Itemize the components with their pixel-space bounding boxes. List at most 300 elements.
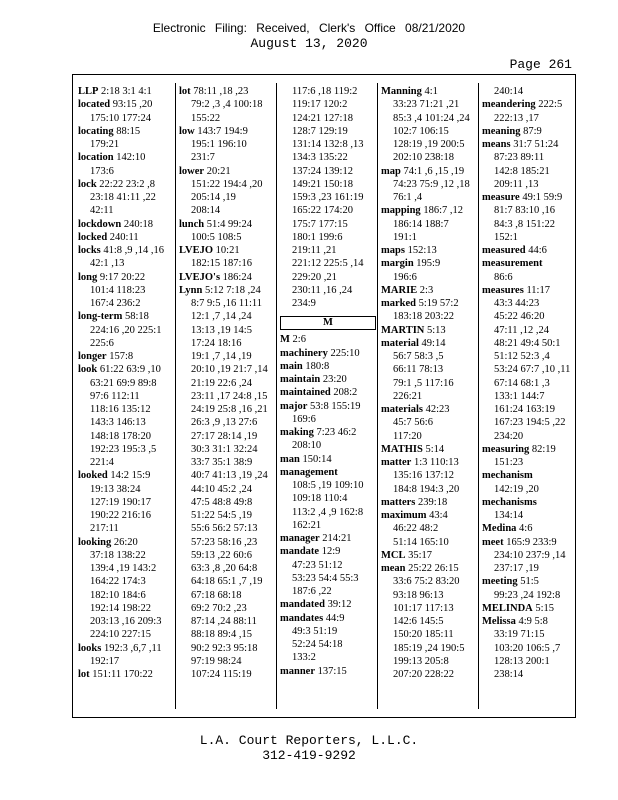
index-refs-continued: 23:11 ,17 24:8 ,15 <box>191 390 268 402</box>
index-refs-continued: 19:1 ,7 ,14 ,19 <box>191 351 252 362</box>
index-refs-continued: 165:22 174:20 <box>292 205 353 217</box>
index-refs-continued: 51:12 52:3 ,4 <box>494 351 550 362</box>
index-refs-continued: 231:7 <box>191 152 215 164</box>
index-line <box>482 257 578 270</box>
index-term: manager <box>280 533 320 544</box>
index-refs-continued: 51:22 54:5 ,19 <box>191 510 252 521</box>
index-refs: 51:5 <box>517 576 539 588</box>
footer-company: L.A. Court Reporters, L.L.C. <box>199 733 419 748</box>
index-line <box>381 151 477 164</box>
index-line <box>381 509 477 522</box>
index-refs-continued: 117:20 <box>393 430 422 442</box>
index-refs: 1:3 110:13 <box>411 457 459 468</box>
index-refs-continued: 117:6 ,18 119:2 <box>292 86 358 97</box>
index-refs: 152:13 <box>404 245 437 256</box>
index-line <box>482 284 578 297</box>
index-line <box>179 403 275 416</box>
index-refs: 10:21 <box>213 245 240 256</box>
index-line <box>280 360 376 373</box>
index-term: management <box>280 466 338 478</box>
index-line <box>179 377 275 390</box>
index-line <box>78 112 174 125</box>
index-refs-continued: 52:24 54:18 <box>292 639 343 650</box>
index-refs-continued: 42:11 <box>90 205 114 217</box>
index-refs-continued: 108:5 ,19 109:10 <box>292 480 364 491</box>
index-line <box>482 589 578 602</box>
index-refs-continued: 185:19 ,24 190:5 <box>393 642 465 654</box>
index-line <box>482 112 578 125</box>
index-refs: 61:22 63:9 ,10 <box>97 364 161 376</box>
index-refs: 214:21 <box>319 533 352 544</box>
index-line <box>280 479 376 492</box>
index-refs: 31:7 51:24 <box>510 139 559 150</box>
index-line <box>381 390 477 403</box>
index-refs-continued: 134:3 135:22 <box>292 152 348 164</box>
index-refs-continued: 192:17 <box>90 655 120 667</box>
index-refs-continued: 97:19 98:24 <box>191 655 242 667</box>
index-refs: 51:4 99:24 <box>204 218 252 230</box>
index-refs: 2:3 <box>417 284 434 296</box>
index-refs: 87:9 <box>520 125 542 137</box>
index-refs-continued: 49:3 51:19 <box>292 625 338 637</box>
index-refs-continued: 97:6 112:11 <box>90 390 140 402</box>
index-line <box>280 638 376 651</box>
index-column-5 <box>482 85 578 681</box>
index-refs-continued: 164:22 174:3 <box>90 576 146 588</box>
index-term: maximum <box>381 510 427 521</box>
index-refs-continued: 42:1 ,13 <box>90 258 125 270</box>
index-term: LVEJO <box>179 245 214 256</box>
index-refs-continued: 219:11 ,21 <box>292 245 337 256</box>
index-term: machinery <box>280 347 328 359</box>
index-line <box>78 483 174 496</box>
index-line <box>482 310 578 323</box>
index-line <box>179 324 275 337</box>
index-line <box>482 138 578 151</box>
index-refs-continued: 224:16 ,20 225:1 <box>90 324 162 336</box>
index-line <box>381 125 477 138</box>
index-line <box>179 204 275 217</box>
index-term: measuring <box>482 443 530 455</box>
index-refs-continued: 56:7 58:3 ,5 <box>393 351 444 362</box>
index-refs-continued: 150:20 185:11 <box>393 629 454 641</box>
index-refs-continued: 48:21 49:4 50:1 <box>494 337 561 349</box>
index-refs-continued: 12:1 ,7 ,14 ,24 <box>191 311 252 323</box>
index-line <box>78 562 174 575</box>
index-line <box>482 602 578 615</box>
index-line <box>482 642 578 655</box>
index-term: lot <box>78 669 90 680</box>
index-refs-continued: 234:20 <box>494 430 524 442</box>
index-refs-continued: 33:23 71:21 ,21 <box>393 99 460 111</box>
index-line <box>482 337 578 350</box>
index-line <box>280 151 376 164</box>
index-line <box>280 138 376 151</box>
index-line <box>482 390 578 403</box>
column-divider <box>276 83 277 709</box>
index-line <box>78 509 174 522</box>
index-refs-continued: 128:7 129:19 <box>292 125 348 137</box>
index-line <box>179 589 275 602</box>
index-term: look <box>78 364 98 376</box>
index-refs-continued: 237:17 ,19 <box>494 563 539 574</box>
index-refs-continued: 46:22 48:2 <box>393 523 439 535</box>
index-refs: 192:3 ,6,7 ,11 <box>101 642 162 654</box>
index-line <box>78 284 174 297</box>
index-line <box>381 324 477 337</box>
index-line <box>381 191 477 204</box>
transcript-date: August 13, 2020 <box>250 36 368 51</box>
index-line <box>280 439 376 452</box>
index-line <box>179 218 275 231</box>
index-line <box>482 615 578 628</box>
index-refs-continued: 167:4 236:2 <box>90 298 141 309</box>
index-line <box>78 377 174 390</box>
index-line <box>482 655 578 668</box>
index-refs-continued: 205:14 ,19 <box>191 192 236 203</box>
index-term: Manning <box>381 86 422 97</box>
index-refs: 44:6 <box>525 245 547 256</box>
index-refs-continued: 142:19 ,20 <box>494 483 539 495</box>
index-refs-continued: 79:1 ,5 117:16 <box>393 377 454 389</box>
index-line <box>381 430 477 443</box>
index-line <box>381 85 477 98</box>
index-refs: 25:22 26:15 <box>405 563 459 574</box>
index-line <box>280 453 376 466</box>
index-refs-continued: 202:10 238:18 <box>393 152 454 164</box>
index-term: MARTIN <box>381 324 425 336</box>
index-line <box>381 483 477 496</box>
index-refs: 240:11 <box>107 231 139 243</box>
index-refs: 240:18 <box>121 218 153 230</box>
index-refs-continued: 240:14 <box>494 86 524 97</box>
index-refs-continued: 63:3 ,8 ,20 64:8 <box>191 563 258 574</box>
index-line <box>78 297 174 310</box>
index-term: MARIE <box>381 284 418 296</box>
index-refs-continued: 186:14 188:7 <box>393 218 449 230</box>
index-refs: 208:2 <box>330 387 358 399</box>
index-line <box>78 469 174 482</box>
index-line <box>381 271 477 284</box>
index-refs: 186:7 ,12 <box>420 205 463 217</box>
index-refs-continued: 8:7 9:5 ,16 11:11 <box>191 298 262 309</box>
index-refs-continued: 33:7 35:1 38:9 <box>191 457 253 468</box>
index-refs: 186:24 <box>220 271 252 283</box>
index-line <box>280 204 376 217</box>
index-line <box>381 98 477 111</box>
index-line <box>179 496 275 509</box>
index-line <box>280 585 376 598</box>
index-refs-continued: 175:7 177:15 <box>292 218 348 230</box>
index-term: looked <box>78 470 108 482</box>
index-line <box>78 575 174 588</box>
index-line <box>78 324 174 337</box>
index-line <box>280 400 376 413</box>
column-divider <box>377 83 378 709</box>
index-refs-continued: 187:6 ,22 <box>292 586 332 597</box>
index-line <box>78 125 174 138</box>
index-refs-continued: 27:17 28:14 ,19 <box>191 430 258 442</box>
index-line <box>179 98 275 111</box>
index-line <box>482 483 578 496</box>
index-line <box>280 271 376 284</box>
index-line <box>482 271 578 284</box>
index-term: MCL <box>381 549 406 561</box>
index-line <box>381 218 477 231</box>
index-term: mandate <box>280 546 320 558</box>
index-refs: 26:20 <box>111 536 138 548</box>
index-line <box>179 363 275 376</box>
index-refs-continued: 203:13 ,16 209:3 <box>90 616 162 627</box>
index-refs: 35:17 <box>405 549 433 561</box>
index-refs: 5:12 7:18 ,24 <box>202 284 261 296</box>
index-line <box>280 98 376 111</box>
index-refs-continued: 142:6 145:5 <box>393 616 444 627</box>
index-refs: 5:15 <box>532 602 555 614</box>
index-line <box>381 337 477 350</box>
index-term: locks <box>78 245 101 256</box>
index-refs: 12:9 <box>319 546 341 558</box>
index-refs: 4:1 <box>421 86 438 97</box>
index-line <box>78 165 174 178</box>
index-line <box>482 509 578 522</box>
index-refs: 239:18 <box>415 496 448 508</box>
index-refs-continued: 182:15 187:16 <box>191 258 252 270</box>
index-refs: 195:9 <box>413 258 441 270</box>
index-line <box>280 178 376 191</box>
index-line <box>179 483 275 496</box>
index-refs-continued: 67:18 68:18 <box>191 589 242 601</box>
index-refs-continued: 151:23 <box>494 457 524 468</box>
index-line <box>381 416 477 429</box>
index-refs-continued: 86:6 <box>494 271 513 283</box>
index-term: meeting <box>482 576 518 588</box>
index-line <box>78 231 174 244</box>
index-line <box>78 589 174 602</box>
index-refs-continued: 66:11 78:13 <box>393 364 444 376</box>
index-term: longer <box>78 351 107 362</box>
index-line <box>482 350 578 363</box>
index-refs-continued: 192:23 195:3 ,5 <box>90 443 157 455</box>
index-refs: 4:9 5:8 <box>515 616 548 627</box>
index-line <box>381 642 477 655</box>
index-line <box>179 271 275 284</box>
index-term: LVEJO's <box>179 271 221 283</box>
index-line <box>381 165 477 178</box>
index-refs-continued: 209:11 ,13 <box>494 178 539 190</box>
index-line <box>482 98 578 111</box>
index-line <box>280 191 376 204</box>
index-refs: 165:9 233:9 <box>503 536 557 548</box>
index-line <box>381 138 477 151</box>
index-line <box>280 466 376 479</box>
index-line <box>381 257 477 270</box>
index-line <box>381 522 477 535</box>
index-refs: 180:8 <box>302 360 330 372</box>
index-line <box>381 244 477 257</box>
index-term: lot <box>179 86 191 97</box>
index-line <box>78 456 174 469</box>
index-refs: 93:15 ,20 <box>110 99 153 111</box>
index-term: maps <box>381 245 405 256</box>
index-line <box>381 443 477 456</box>
index-refs: 49:1 59:9 <box>519 192 563 203</box>
index-refs-continued: 64:18 65:1 ,7 ,19 <box>191 576 263 588</box>
index-refs: 157:8 <box>106 351 134 362</box>
index-line <box>381 178 477 191</box>
index-refs-continued: 37:18 138:22 <box>90 549 146 561</box>
index-line <box>280 572 376 585</box>
index-refs: 151:11 170:22 <box>89 669 153 680</box>
index-line <box>78 602 174 615</box>
index-term: material <box>381 337 419 349</box>
index-line <box>78 271 174 284</box>
index-term: materials <box>381 404 423 415</box>
index-line <box>179 125 275 138</box>
index-refs-continued: 142:8 185:21 <box>494 165 550 177</box>
index-refs-continued: 155:22 <box>191 112 221 124</box>
index-line <box>381 615 477 628</box>
index-refs-continued: 45:7 56:6 <box>393 417 433 429</box>
index-refs-continued: 238:14 <box>494 669 524 680</box>
index-refs-continued: 43:3 44:23 <box>494 298 540 309</box>
index-refs: 150:14 <box>299 453 332 465</box>
index-refs-continued: 93:18 96:13 <box>393 589 444 601</box>
index-refs-continued: 159:3 ,23 161:19 <box>292 192 364 203</box>
index-line <box>381 310 477 323</box>
index-line <box>482 125 578 138</box>
index-refs: 7:23 46:2 <box>313 427 357 438</box>
index-refs-continued: 133:2 <box>292 652 316 664</box>
index-line <box>78 151 174 164</box>
index-line <box>179 390 275 403</box>
index-refs: 2:18 3:1 4:1 <box>98 86 152 97</box>
index-line <box>381 589 477 602</box>
index-refs-continued: 190:22 216:16 <box>90 510 151 521</box>
index-line <box>179 244 275 257</box>
index-term: lower <box>179 165 205 177</box>
index-line <box>482 668 578 681</box>
index-refs-continued: 148:18 178:20 <box>90 430 151 442</box>
index-refs-continued: 85:3 ,4 101:24 ,24 <box>393 112 470 124</box>
index-line <box>280 519 376 532</box>
index-refs-continued: 13:13 ,19 14:5 <box>191 324 252 336</box>
index-term: long-term <box>78 311 123 323</box>
index-term: mean <box>381 563 406 574</box>
index-refs-continued: 33:19 71:15 <box>494 629 545 641</box>
index-line <box>78 628 174 641</box>
index-refs-continued: 47:11 ,12 ,24 <box>494 324 550 336</box>
index-line <box>78 244 174 257</box>
index-refs-continued: 128:13 200:1 <box>494 655 550 667</box>
index-term: meaning <box>482 125 521 137</box>
index-refs-continued: 192:14 198:22 <box>90 602 151 614</box>
index-line <box>381 403 477 416</box>
index-term: mandated <box>280 599 325 611</box>
index-line <box>482 191 578 204</box>
index-refs: 137:15 <box>315 665 347 677</box>
index-line <box>179 191 275 204</box>
index-refs-continued: 226:21 <box>393 390 423 402</box>
index-refs: 44:9 <box>323 612 345 624</box>
index-refs-continued: 152:1 <box>494 231 518 243</box>
index-line <box>179 165 275 178</box>
index-line <box>381 628 477 641</box>
index-line <box>381 549 477 562</box>
index-refs: 49:14 <box>418 337 446 349</box>
index-line <box>381 363 477 376</box>
index-refs: 9:17 20:22 <box>97 271 146 283</box>
index-line <box>179 310 275 323</box>
index-line <box>280 545 376 558</box>
index-line <box>381 655 477 668</box>
index-line <box>280 532 376 545</box>
index-line <box>280 559 376 572</box>
index-line <box>78 218 174 231</box>
index-term: maintain <box>280 374 321 385</box>
index-line <box>179 549 275 562</box>
index-line <box>78 257 174 270</box>
index-line <box>381 377 477 390</box>
filing-stamp-line: Electronic Filing: Received, Clerk's Office 08/21/2020 <box>152 21 466 35</box>
index-term: lunch <box>179 218 205 230</box>
index-line <box>280 297 376 310</box>
index-refs: 2:6 <box>289 334 306 346</box>
index-refs-continued: 234:10 237:9 ,14 <box>494 549 566 561</box>
index-refs-continued: 143:3 146:13 <box>90 417 146 429</box>
index-refs-continued: 21:19 22:6 ,24 <box>191 377 252 389</box>
index-refs-continued: 183:18 203:22 <box>393 311 454 323</box>
index-line <box>179 297 275 310</box>
index-line <box>78 204 174 217</box>
index-refs-continued: 102:7 106:15 <box>393 125 449 137</box>
index-refs-continued: 162:21 <box>292 519 322 531</box>
index-line <box>381 284 477 297</box>
index-refs-continued: 69:2 70:2 ,23 <box>191 602 247 614</box>
index-line <box>381 456 477 469</box>
index-refs-continued: 88:18 89:4 ,15 <box>191 629 252 641</box>
index-term: maintained <box>280 387 331 399</box>
index-refs-continued: 133:1 144:7 <box>494 390 545 402</box>
index-line <box>280 373 376 386</box>
index-term: Medina <box>482 523 517 535</box>
index-refs: 14:2 15:9 <box>107 470 151 482</box>
index-line <box>280 386 376 399</box>
index-line <box>280 284 376 297</box>
index-term: matter <box>381 457 412 468</box>
index-refs-continued: 184:8 194:3 ,20 <box>393 483 460 495</box>
index-refs-continued: 151:22 194:4 ,20 <box>191 178 263 190</box>
index-refs-continued: 229:20 ,21 <box>292 271 337 283</box>
index-line <box>179 443 275 456</box>
index-line <box>280 165 376 178</box>
index-line <box>179 138 275 151</box>
index-line <box>78 363 174 376</box>
index-line <box>280 598 376 611</box>
index-term: lock <box>78 178 97 190</box>
index-refs-continued: 113:2 ,4 ,9 162:8 <box>292 506 364 518</box>
index-refs-continued: 103:20 106:5 ,7 <box>494 642 561 654</box>
index-term: location <box>78 152 114 164</box>
index-refs-continued: 173:6 <box>90 165 114 177</box>
index-refs-continued: 51:14 165:10 <box>393 536 449 548</box>
index-line <box>78 403 174 416</box>
index-refs-continued: 180:1 199:6 <box>292 231 343 243</box>
index-refs-continued: 224:10 227:15 <box>90 629 151 641</box>
index-refs: 39:12 <box>324 599 352 611</box>
index-line <box>179 602 275 615</box>
index-line <box>482 562 578 575</box>
